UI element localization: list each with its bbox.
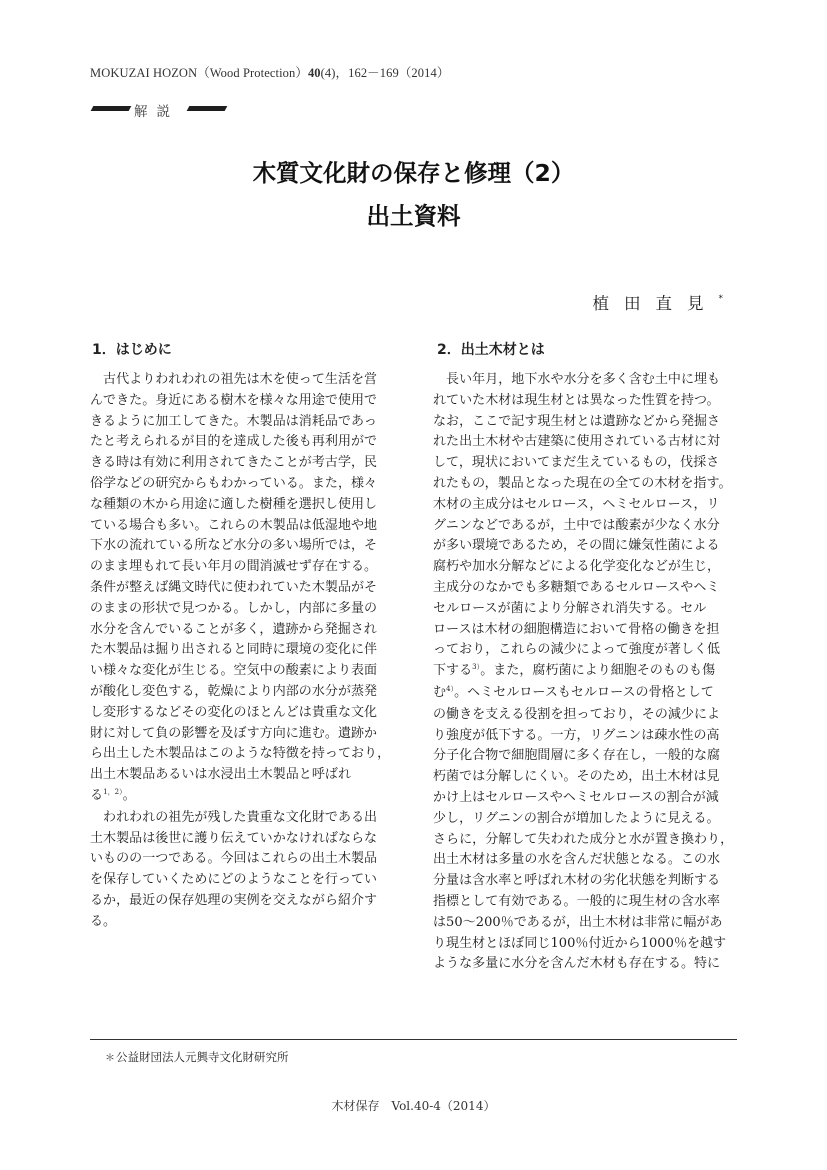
text-line-with-ref — [433, 683, 737, 705]
text-line: は50～200％であるが，出土木材は非常に幅があ — [433, 914, 723, 930]
text-line: を保存していくためにどのようなことを行ってい — [90, 872, 378, 888]
text-line: 土木製品は後世に護り伝えていかなければならな — [90, 830, 378, 846]
text-line-with-ref — [433, 661, 737, 683]
text-line: い様々な変化が生じる。空気中の酸素により表面 — [90, 663, 378, 679]
text-line: 朽菌では分解しにくい。そのため，出土木材は見 — [433, 769, 720, 785]
text-line: われわれの祖先が残した貴重な文化財である出 — [90, 809, 378, 825]
text-line: し変形するなどその変化のほとんどは貴重な文化 — [90, 704, 378, 720]
text-line: グニンなどであるが，土中では酸素が少なく水分 — [433, 517, 720, 533]
text-line: セルロースが菌により分解され消失する。セル — [433, 600, 707, 616]
text-line: 下水の流れている所など水分の多い場所では，そ — [90, 538, 378, 554]
author-affiliation-footnote — [105, 1049, 289, 1065]
text-line: 古代よりわれわれの祖先は木を使って生活を営 — [90, 372, 378, 387]
article-title-line1: 木質文化財の保存と修理（2） — [252, 159, 575, 187]
author — [593, 290, 724, 314]
author-mark: * — [718, 293, 723, 304]
author-name: 植田直見 — [592, 294, 719, 313]
text-segment: 。ヘミセルロースもセルロースの骨格として — [454, 684, 714, 700]
text-line: かけ上はセルロースやヘミセルロースの割合が減 — [433, 789, 719, 805]
citation-ref: 3） — [472, 663, 481, 672]
text-line: が酸化し変色する，乾燥により内部の水分が蒸発 — [90, 683, 378, 699]
text-line: なお，ここで記す現生材とは遺跡などから発掘さ — [433, 413, 721, 429]
journal-citation — [90, 63, 449, 81]
text-line: いものの一つである。今回はこれらの出土木製品 — [90, 851, 378, 867]
text-segment: む — [433, 684, 447, 700]
section-heading-excavated-wood: 2．出土木材とは — [437, 342, 545, 358]
text-line: り現生材とほぼ同じ100％付近から1000％を越す — [433, 935, 727, 951]
text-segment: 。また，腐朽菌により細胞そのものも傷 — [480, 663, 716, 679]
column-left — [90, 370, 390, 933]
text-line: 俗学などの研究からもわかっている。また，様々 — [90, 475, 378, 491]
text-line: な種類の木から用途に適した樹種を選択し使用し — [90, 496, 378, 512]
text-line: して，現状においてまだ生えているもの，伐採さ — [433, 455, 720, 471]
text-line: が多い環境であるため，その間に嫌気性菌による — [433, 538, 720, 554]
section-tag — [90, 100, 230, 120]
journal-issue-pages: (4)，162－169（2014） — [320, 66, 450, 80]
journal-prefix: MOKUZAI HOZON（Wood Protection） — [90, 66, 308, 80]
text-line: 指標として有効である。一般的に現生材の含水率 — [433, 893, 721, 909]
text-line: きる時は有効に利用されてきたことが考古学，民 — [90, 455, 378, 471]
text-line: 木材の主成分はセルロース，ヘミセルロース，リ — [433, 496, 720, 512]
footnote-text: 公益財団法人元興寺文化財研究所 — [116, 1050, 289, 1064]
text-line: 分子化合物で細胞間層に多く存在し，一般的な腐 — [433, 748, 721, 764]
text-line: れた出土木材や古建築に使用されている古材に対 — [433, 434, 721, 450]
text-line: れたもの，製品となった現在の全ての木材を指す。 — [433, 475, 732, 491]
footnote-divider — [90, 1039, 737, 1040]
section-heading-introduction: 1．はじめに — [92, 342, 172, 358]
text-line: るか，最近の保存処理の実例を交えながら紹介す — [90, 892, 378, 908]
text-line: のままの形状で見つかる。しかし，内部に多量の — [90, 600, 378, 616]
text-line: きるように加工してきた。木製品は消耗品であっ — [90, 413, 377, 429]
footnote-mark: ＊ — [105, 1053, 115, 1064]
text-line: 水分を含んでいることが多く，遺跡から発掘され — [90, 621, 377, 637]
text-line: 少し，リグニンの割合が増加したように見える。 — [433, 810, 720, 826]
tag-bar-right — [187, 106, 228, 111]
journal-volume: 40 — [307, 66, 321, 80]
section-tag-label: 解説 — [134, 104, 179, 120]
column-right — [433, 370, 737, 975]
text-line: 財に対して負の影響を及ぼす方向に進む。遺跡か — [90, 725, 378, 741]
text-line: ている場合も多い。これらの木製品は低湿地や地 — [90, 517, 378, 533]
text-line: た木製品は掘り出されると同時に環境の変化に伴 — [90, 642, 378, 658]
article-title-line2: 出土資料 — [366, 202, 461, 230]
text-segment: る — [90, 787, 104, 803]
text-line: んできた。身近にある樹木を様々な用途で使用で — [90, 392, 378, 408]
text-line: ロースは木材の細胞構造において骨格の働きを担 — [433, 621, 720, 637]
text-line: のまま埋もれて長い年月の間消滅せず存在する。 — [90, 559, 378, 575]
text-line: ような多量に水分を含んだ木材も存在する。特に — [433, 956, 721, 972]
text-segment: 下する — [433, 663, 473, 679]
text-line: 条件が整えば縄文時代に使われていた木製品がそ — [90, 579, 378, 595]
text-line: たと考えられるが目的を達成した後も再利用がで — [90, 434, 378, 450]
page-footer: 木材保存 Vol.40-4（2014） — [331, 1099, 496, 1113]
tag-bar-left — [91, 106, 132, 111]
text-line: ら出土した木製品はこのような特徴を持っており， — [90, 746, 391, 762]
text-line: っており，これらの減少によって強度が著しく低 — [433, 642, 721, 658]
text-line: れていた木材は現生材とは異なった性質を持つ。 — [433, 392, 720, 408]
citation-ref: 4） — [446, 684, 455, 693]
text-line: 腐朽や加水分解などによる化学変化などが生じ， — [433, 559, 721, 575]
text-segment: 。 — [122, 787, 136, 803]
text-line-with-ref — [90, 786, 390, 808]
text-line: 長い年月，地下水や水分を多く含む土中に埋も — [433, 372, 721, 387]
text-line: 出土木製品あるいは水浸出土木製品と呼ばれ — [90, 767, 352, 783]
text-line: さらに，分解して失われた成分と水が置き換わり， — [433, 831, 734, 847]
text-line: 主成分のなかでも多糖類であるセルロースやヘミ — [433, 579, 720, 595]
text-line: 出土木材は多量の水を含んだ状態となる。この水 — [433, 852, 721, 868]
text-line: る。 — [90, 913, 117, 929]
text-line: の働きを支える役割を担っており，その減少によ — [433, 706, 721, 722]
text-line: り強度が低下する。一方，リグニンは疎水性の高 — [433, 727, 720, 743]
citation-ref: 1，2） — [103, 787, 123, 796]
text-line: 分量は含水率と呼ばれ木材の劣化状態を判断する — [433, 873, 721, 889]
